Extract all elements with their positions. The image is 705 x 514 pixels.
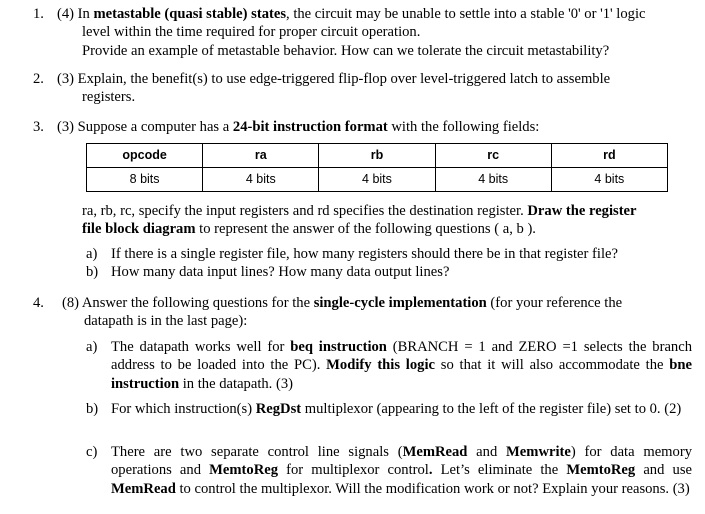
part-b-text: For which instruction(s) RegDst multiplexor (appearing to the left of the register file) set to 0. (2) [111,401,682,417]
cell-opcode-bits: 8 bits [87,168,203,192]
question-4-line-2: datapath is in the last page): [84,313,248,330]
question-3-description [82,202,694,239]
part-b-label: b) [86,264,99,280]
cell-rc-bits: 4 bits [435,168,551,192]
question-2-line-1: (3) Explain, the benefit(s) to use edge-triggered flip-flop over level-triggered latch to assemble [57,71,611,87]
part-b-label: b) [86,401,99,417]
question-1-line-1: (4) In metastable (quasi stable) states, the circuit may be unable to settle into a stable '0' or '1' logic [57,6,646,22]
header-opcode: opcode [87,144,203,168]
question-3-part-b [86,263,692,281]
instruction-format-term: 24-bit instruction format [232,119,388,135]
instruction-format-table [86,143,668,192]
question-2-line-2: registers. [82,89,136,106]
question-4-part-c [86,443,692,498]
table-row [87,168,668,192]
part-b-text: How many data input lines? How many data output lines? [111,264,450,280]
question-4-line-1: (8) Answer the following questions for the single-cycle implementation (for your reference the [62,295,623,311]
question-4-intro [62,294,694,331]
part-a-label: a) [86,246,98,262]
question-2-text [57,70,693,107]
question-1-line-2: level within the time required for proper circuit operation. [82,24,421,41]
part-c-text: There are two separate control line signals (MemRead and Memwrite) for data memory operations and MemtoReg for multiplexor control. Let’s eliminate the MemtoReg and use MemRead to control the multiplexor. Will the modification work or not? Explain your reasons. (3) [111,444,692,497]
header-rd: rd [551,144,667,168]
question-1-number: 1. [33,6,44,22]
part-c-label: c) [86,444,98,460]
question-4-part-b [86,400,692,418]
metastable-term: metastable (quasi stable) states [93,6,287,22]
question-1-text [57,5,693,60]
single-cycle-term: single-cycle implementation [313,295,487,311]
question-3-intro: (3) Suppose a computer has a 24-bit instruction format with the following fields: [57,119,540,135]
header-ra: ra [203,144,319,168]
part-a-text: If there is a single register file, how many registers should there be in that register file? [111,246,618,262]
header-rc: rc [435,144,551,168]
question-3-number: 3. [33,119,44,135]
header-rb: rb [319,144,435,168]
table-header-row [87,144,668,168]
question-3-description-line-2: file block diagram to represent the answer of the following questions ( a, b ). [82,221,536,238]
question-3-part-a [86,245,692,263]
cell-ra-bits: 4 bits [203,168,319,192]
question-1-line-3: Provide an example of metastable behavior. How can we tolerate the circuit metastability? [82,42,610,59]
question-2-number: 2. [33,71,44,87]
question-4-part-a [86,338,692,393]
question-4-number: 4. [33,295,44,311]
part-a-label: a) [86,339,98,355]
cell-rb-bits: 4 bits [319,168,435,192]
part-a-text: The datapath works well for beq instruction (BRANCH = 1 and ZERO =1 selects the branch address to be loaded into the PC). Modify this logic so that it will also accommodate the bne instruction in the datapath. (3) [111,339,692,392]
question-3-description-line-1: ra, rb, rc, specify the input registers and rd specifies the destination register. Draw the register [82,203,637,219]
cell-rd-bits: 4 bits [551,168,667,192]
